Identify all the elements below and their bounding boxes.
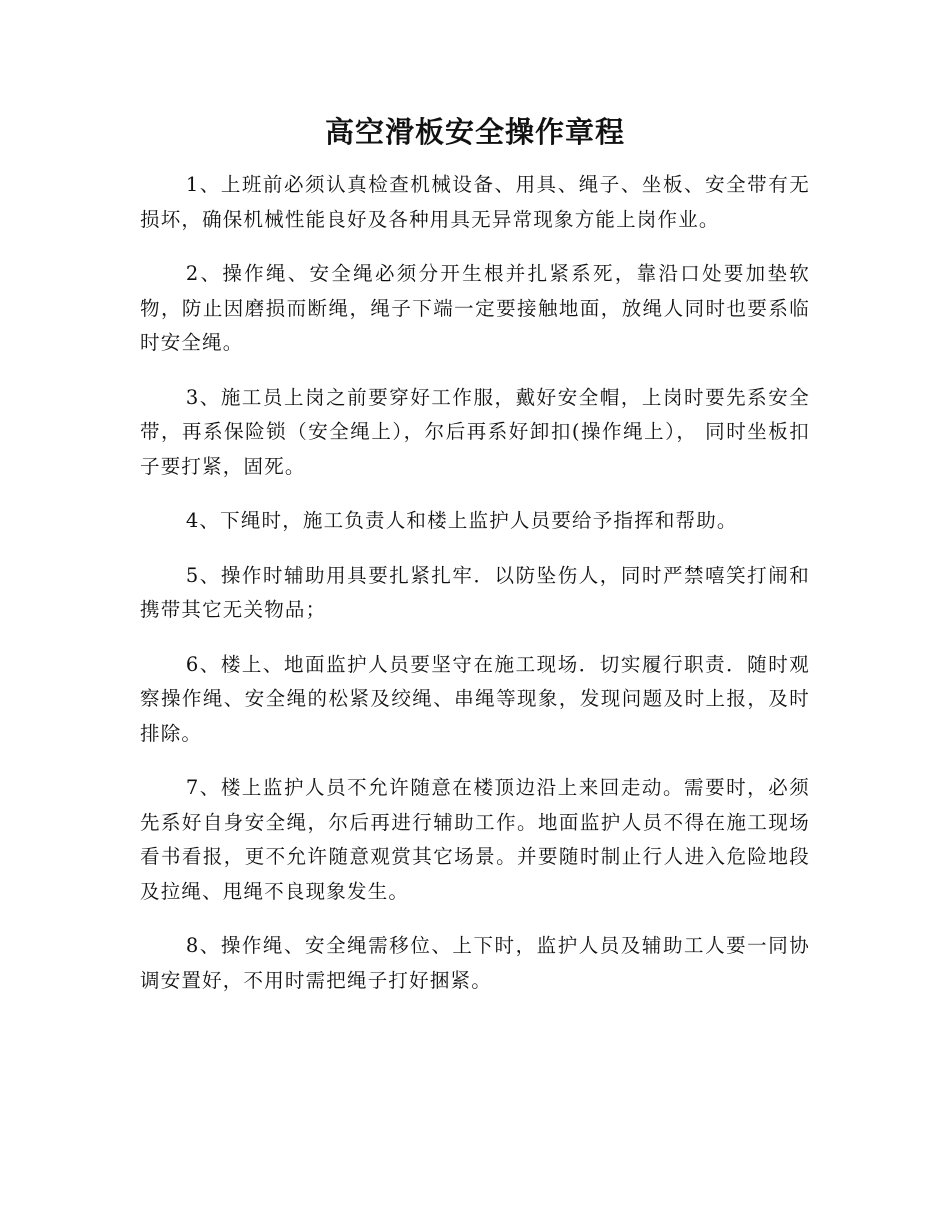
rule-paragraph-5: 5、操作时辅助用具要扎紧扎牢．以防坠伤人，同时严禁嘻笑打闹和携带其它无关物品；	[140, 563, 810, 621]
document-title: 高空滑板安全操作章程	[324, 115, 625, 149]
rule-paragraph-6: 6、楼上、地面监护人员要坚守在施工现场．切实履行职责．随时观察操作绳、安全绳的松紧及绞绳、串绳等现象，发现问题及时上报，及时排除。	[140, 652, 810, 745]
rule-paragraph-8: 8、操作绳、安全绳需移位、上下时，监护人员及辅助工人要一同协调安置好，不用时需把绳子打好捆紧。	[140, 934, 810, 992]
rule-paragraph-4: 4、下绳时，施工负责人和楼上监护人员要给予指挥和帮助。	[185, 509, 738, 532]
rule-paragraph-3: 3、施工员上岗之前要穿好工作服，戴好安全帽，上岗时要先系安全带，再系保险锁（安全绳上），尔后再系好卸扣(操作绳上）， 同时坐板扣子要打紧，固死。	[140, 385, 810, 478]
rule-paragraph-2: 2、操作绳、安全绳必须分开生根并扎紧系死，靠沿口处要加垫软物，防止因磨损而断绳，绳子下端一定要接触地面，放绳人同时也要系临时安全绳。	[140, 262, 810, 354]
rule-paragraph-1: 1、上班前必须认真检查机械设备、用具、绳子、坐板、安全带有无损坏，确保机械性能良好及各种用具无异常现象方能上岗作业。	[140, 173, 810, 231]
document-body	[140, 168, 810, 1018]
rule-paragraph-7: 7、楼上监护人员不允许随意在楼顶边沿上来回走动。需要时，必须先系好自身安全绳，尔后再进行辅助工作。地面监护人员不得在施工现场看书看报，更不允许随意观赏其它场景。并要随时制止行人进入危险地段及拉绳、甩绳不良现象发生。	[140, 776, 810, 903]
